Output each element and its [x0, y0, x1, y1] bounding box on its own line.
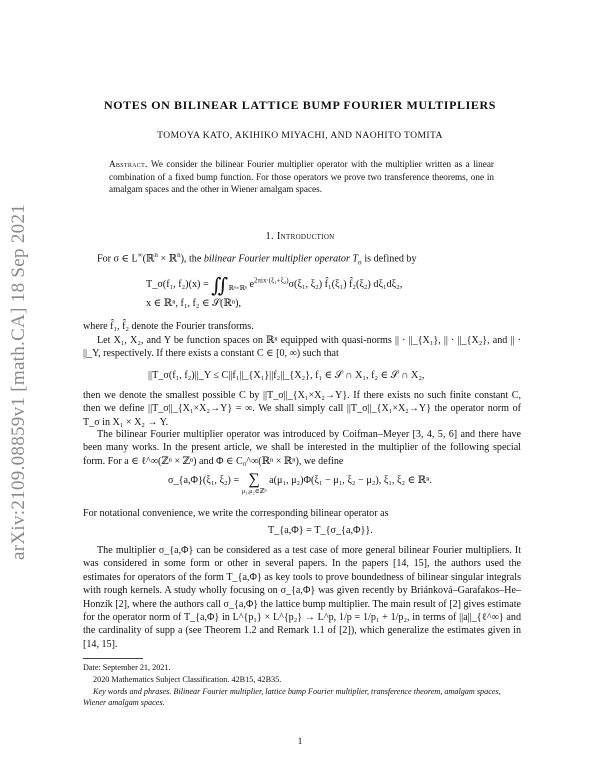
equation-3: σ_{a,Φ}(ξ₁, ξ₂) = ∑ μ₁,μ₂∈ℤⁿ a(μ₁, μ₂)Φ(ξ₁ − μ₁, ξ₂ − μ₂), ξ₁, ξ₂ ∈ ℝⁿ.: [168, 471, 432, 495]
arxiv-identifier[interactable]: arXiv:2109.08859v1 [math.CA] 18 Sep 2021: [8, 203, 29, 560]
equation-4: T_{a,Φ} = T_{σ_{a,Φ}}.: [268, 525, 373, 536]
eq1-rhs: σ(ξ₁, ξ₂) f̂₁(ξ₁) f̂₂(ξ₂) dξ₁dξ₂,: [288, 279, 403, 290]
page-number: 1: [297, 737, 303, 747]
paragraph-3: Let X₁, X₂, and Y be function spaces on ℝⁿ equipped with quasi-norms || · ||_{X₁}, || · ||_{X₂}, and || · ||_Y, respectively. If there exists a constant C ∈ [0, ∞) such that: [83, 335, 521, 360]
paragraph-6: For notational convenience, we write the corresponding bilinear operator as: [83, 508, 389, 519]
equation-1: T_σ(f₁, $f_2)(x) = ∬_{ℝ^n\times ℝ^n}$ $e^{2\pi ix\cdot(\xi_1+\xi_2)}\sigma(\xi_1$, ξ₂) f̂₁(ξ₁) f̂₂(ξ₂) dξ₁dξ₂,: [146, 275, 403, 297]
eq1-domain: ℝⁿ×ℝⁿ: [228, 285, 247, 293]
eq3-sum: ∑: [248, 471, 260, 488]
section-title: Introduction: [276, 231, 335, 242]
equation-2: ||T_σ(f₁, f₂)||_Y ≤ C||f₁||_{X₁}||f₂||_{X₂}, f₁ ∈ 𝒮 ∩ X₁, f₂ ∈ 𝒮 ∩ X₂,: [148, 370, 425, 381]
abstract-text: We consider the bilinear Fourier multiplier operator with the multiplier written as a linear combination of a fixed bump function. For those operators we prove two transference theorems, one in amalgam spaces and the other in Wiener amalgam spaces.: [109, 159, 494, 194]
abstract-label: Abstract.: [109, 159, 148, 169]
paper-title: NOTES ON BILINEAR LATTICE BUMP FOURIER MULTIPLIERS: [103, 98, 497, 112]
paragraph-5: The bilinear Fourier multiplier operator was introduced by Coifman–Meyer [3, 4, 5, 6] and there have been many works. In the present article, we shall be interested in the multiplier of the following special form. For a ∈ ℓ^∞(ℤⁿ × ℤⁿ) and Φ ∈ C₀^∞(ℝⁿ × ℝⁿ), we define: [83, 429, 521, 467]
footnote-divider: [83, 658, 143, 659]
paper-authors: TOMOYA KATO, AKIHIKO MIYACHI, AND NAOHITO TOMITA: [157, 130, 443, 141]
footnote-msc: 2020 Mathematics Subject Classification. 42B15, 42B35.: [93, 675, 282, 684]
paragraph-2: where f̂₁, f̂₂ denote the Fourier transforms.: [83, 321, 254, 332]
eq1-lhs: T_σ(f₁, f₂)(x) =: [146, 279, 209, 290]
eq1-integral: ∬: [211, 275, 229, 297]
paragraph-4: then we denote the smallest possible C by ||T_σ||_{X₁×X₂→Y}. If there exists no such finite constant C, then we define ||T_σ||_{X₁×X₂→Y} = ∞. We shall simply call ||T_σ||_{X₁×X₂→Y} the operator norm of T_σ in X₁ × X₂ → Y.: [83, 390, 521, 428]
footnote-keywords: Key words and phrases. Bilinear Fourier multiplier, lattice bump Fourier multiplier, transference theorem, amalgam spaces, Wiener amalgam spaces.: [83, 687, 501, 707]
section-heading: [60, 231, 540, 242]
paragraph-7: The multiplier σ_{a,Φ} can be considered as a test case of more general bilinear Fourier multipliers. It was considered in some form or other in several papers. In the papers [14, 15], the authors used the estimates for operators of the form T_{a,Φ} as key tools to prove boundedness of bilinear singular integrals with rough kernels. A study wholly focusing on σ_{a,Φ} was given recently by Briánková–Garafakos–He–Honzík [2], where the authors call σ_{a,Φ} the lattice bump multiplier. The main result of [2] gives estimate for the operator norm of T_{a,Φ} in L^{p₁} × L^{p₂} → L^p, 1/p = 1/p₁ + 1/p₂, in terms of ||a||_{ℓ^∞} and the cardinality of supp a (see Theorem 1.2 and Remark 1.1 of [2]), which generalize the estimates given in [14, 15].: [83, 545, 521, 650]
abstract: [109, 158, 494, 196]
equation-1-line-2: x ∈ ℝⁿ, f₁, f₂ ∈ 𝒮(ℝⁿ),: [146, 298, 242, 309]
paragraph-1: For σ ∈ L∞(ℝ$^n$ × ℝ$^n$), the bilinear Fourier multiplier operator $T_\sigma$ is defined by: [97, 251, 417, 267]
footnote-date: Date: September 21, 2021.: [83, 663, 171, 672]
section-number: 1.: [265, 231, 274, 242]
eq3-sum-index: μ₁,μ₂∈ℤⁿ: [241, 488, 267, 495]
